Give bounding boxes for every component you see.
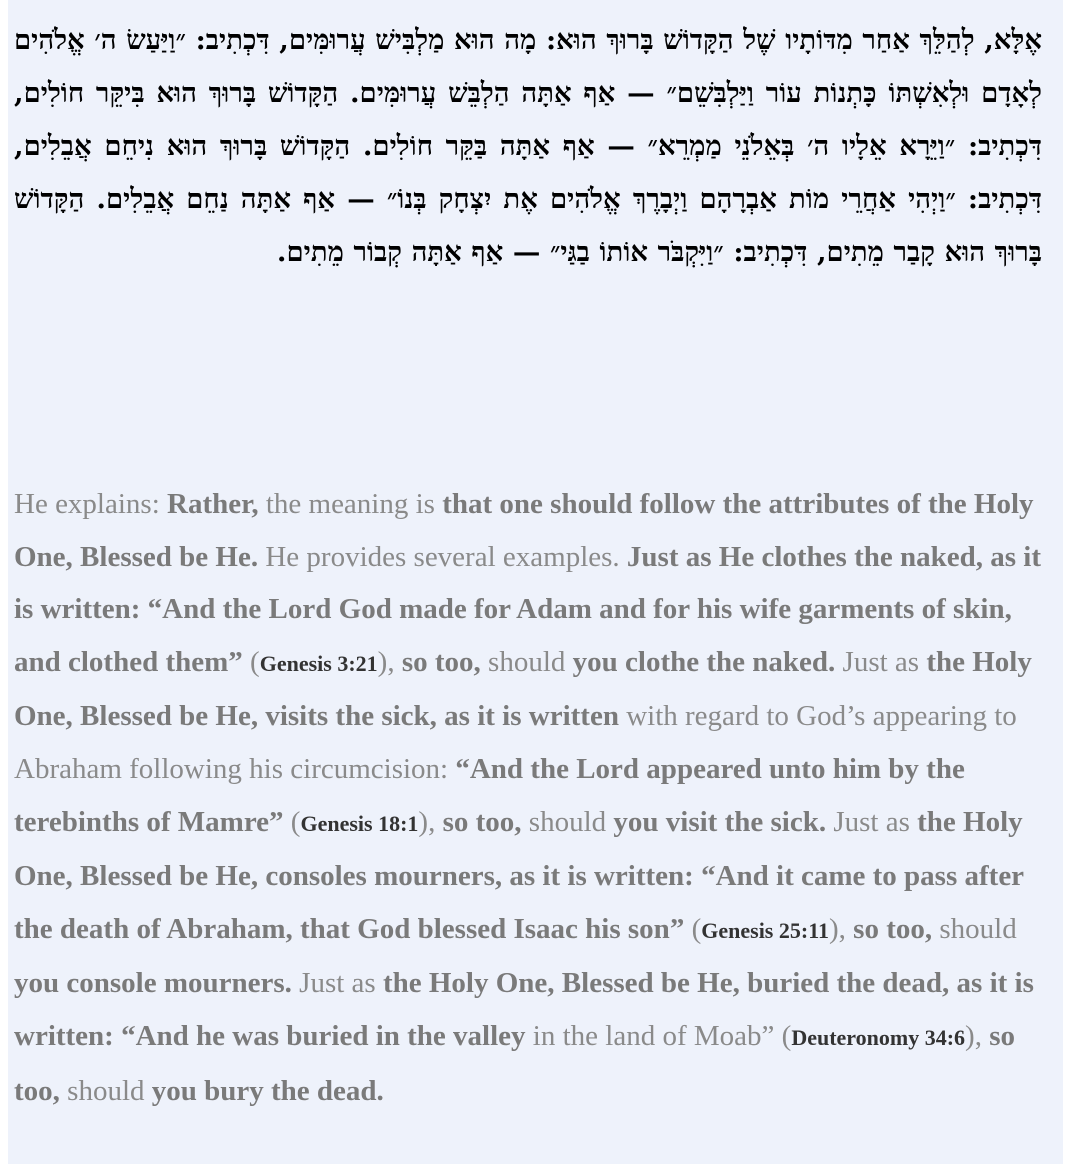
plain-phrase: the meaning is [258, 488, 443, 520]
plain-phrase: Just as [826, 805, 918, 838]
bold-phrase: you visit the sick. [613, 805, 827, 838]
plain-phrase: ), [418, 805, 443, 838]
plain-phrase: ( [242, 645, 260, 678]
bold-phrase: so too, [14, 1019, 1016, 1107]
bold-phrase: so too, [853, 912, 933, 945]
bold-phrase: you bury the dead. [151, 1074, 384, 1107]
plain-phrase: ( [283, 805, 301, 838]
plain-phrase: with regard to God’s appearing to Abraham following his circumcision: [14, 700, 1017, 785]
plain-phrase: should [59, 1074, 152, 1107]
plain-phrase: should [480, 645, 573, 678]
bold-phrase: Rather, [167, 488, 259, 520]
plain-phrase: He explains: [14, 488, 168, 520]
plain-phrase: should [521, 805, 614, 838]
bold-phrase: Just as He clothes the naked, as it is written: “And the Lord God made for Adam and for his wife garments of skin, and clothed them” [14, 540, 1041, 678]
plain-phrase: ), [965, 1019, 990, 1052]
bold-phrase: you console mourners. [14, 967, 292, 1000]
text-panel [8, 0, 1063, 1164]
plain-phrase: Just as [291, 967, 383, 1000]
verse-reference: Genesis 3:21 [259, 650, 378, 676]
verse-reference: Deuteronomy 34:6 [791, 1024, 966, 1050]
plain-phrase: ), [377, 645, 402, 678]
bold-phrase: you clothe the naked. [572, 645, 836, 678]
bold-phrase: so too, [442, 805, 522, 838]
bold-phrase: “And the Lord appeared unto him by the terebinths of Mamre” [14, 752, 965, 838]
bold-phrase: the Holy One, Blessed be He, consoles mourners, as it is written: “And it came to pass after the death of Abraham, that God blessed Isaac his son” [14, 805, 1024, 945]
plain-phrase: in the land of Moab” ( [525, 1019, 792, 1052]
bold-phrase: the Holy One, Blessed be He, visits the sick, as it is written [14, 645, 1032, 733]
english-translation[interactable] [14, 478, 1054, 1117]
verse-reference: Genesis 18:1 [300, 810, 419, 836]
plain-phrase: He provides several examples. [258, 540, 627, 573]
plain-phrase: ( [684, 912, 702, 945]
plain-phrase: Just as [835, 645, 927, 678]
bold-phrase: so too, [401, 645, 481, 678]
plain-phrase: should [932, 912, 1017, 945]
bold-phrase: that one should follow the attributes of the Holy One, Blessed be He. [14, 488, 1034, 573]
plain-phrase: ), [828, 912, 854, 945]
hebrew-passage[interactable]: אֶלָּא, לְהַלֵּךְ אַחַר מִדּוֹתָיו שֶׁל הַקָּדוֹשׁ בָּרוּךְ הוּא: מָה הוּא מַלְבִּישׁ עֲרוּמִּים, דִּכְתִיב: ״וַיַּעַשׂ ה׳ אֱלֹהִים לְאָדָם וּלְאִשְׁתּוֹ כָּתְנוֹת עוֹר וַיַּלְבִּשֵׁם״ — אַף אַתָּה הַלְבֵּשׁ עֲרוּמִּים. הַקָּדוֹשׁ בָּרוּךְ הוּא בִּיקֵּר חוֹלִים, דִּכְתִיב: ״וַיֵּרָא אֵלָיו ה׳ בְּאֵלֹנֵי מַמְרֵא״ — אַף אַתָּה בַּקֵּר חוֹלִים. הַקָּדוֹשׁ בָּרוּךְ הוּא נִיחֵם אֲבֵלִים, דִּכְתִיב: ״וַיְהִי אַחֲרֵי מוֹת אַבְרָהָם וַיְבָרֶךְ אֱלֹהִים אֶת יִצְחָק בְּנוֹ״ — אַף אַתָּה נַחֵם אֲבֵלִים. הַקָּדוֹשׁ בָּרוּךְ הוּא קָבַר מֵתִים, דִּכְתִיב: ״וַיִּקְבֹּר אוֹתוֹ בַגַּי״ — אַף אַתָּה קְבוֹר מֵתִים. [14, 24, 1042, 268]
bold-phrase: the Holy One, Blessed be He, buried the dead, as it is written: “And he was buried in the valley [14, 967, 1034, 1052]
verse-reference: Genesis 25:11 [701, 917, 829, 943]
